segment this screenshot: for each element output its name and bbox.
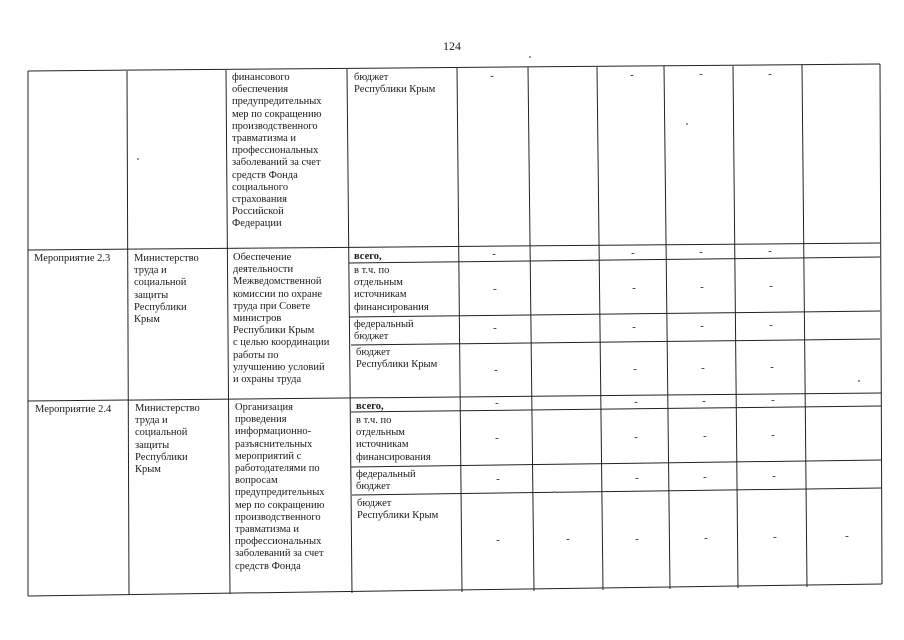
continuation-value: -: [630, 69, 634, 81]
funding-source: федеральный бюджет: [354, 319, 414, 343]
funding-value: -: [770, 361, 774, 373]
funding-value: -: [771, 394, 775, 406]
activity-description: Обеспечение деятельности Межведомственной комиссии по охране труда при Совете министров Республики Крым с целью координации работы по улучшению условий и охраны труда: [233, 252, 330, 386]
scan-speck: [553, 491, 555, 493]
activity-executor: Министерство труда и социальной защиты Республики Крым: [135, 403, 200, 476]
funding-source: бюджет Республики Крым: [356, 347, 438, 371]
activity-description: Организация проведения информационно- разъяснительных мероприятий с работодателями по вопросам предупредительных мер по сокращению производственного травматизма и профессиональных заболеваний за счет средств Фонда: [235, 402, 325, 572]
funding-source: федеральный бюджет: [356, 469, 416, 493]
funding-value: -: [845, 530, 849, 542]
funding-value: -: [702, 395, 706, 407]
activity-name: Мероприятие 2.4: [35, 404, 112, 415]
activity-name: Мероприятие 2.3: [34, 253, 111, 264]
scan-speck: [529, 56, 531, 58]
funding-value: -: [768, 245, 772, 257]
funding-value: -: [495, 432, 499, 444]
continuation-source: бюджет Республики Крым: [354, 72, 436, 96]
activity-executor: Министерство труда и социальной защиты Республики Крым: [134, 253, 199, 326]
funding-value: -: [495, 397, 499, 409]
funding-value: -: [700, 281, 704, 293]
funding-value: -: [634, 431, 638, 443]
funding-value: -: [773, 531, 777, 543]
funding-source: бюджет Республики Крым: [357, 498, 439, 522]
funding-value: -: [631, 247, 635, 259]
funding-source: всего,: [356, 401, 384, 412]
scan-speck: [686, 123, 688, 125]
funding-value: -: [700, 320, 704, 332]
funding-value: -: [703, 430, 707, 442]
funding-value: -: [704, 532, 708, 544]
funding-value: -: [493, 283, 497, 295]
funding-value: -: [772, 470, 776, 482]
funding-source: в т.ч. по отдельным источникам финансирования: [356, 415, 431, 463]
continuation-value: -: [699, 68, 703, 80]
funding-value: -: [496, 473, 500, 485]
scan-speck: [137, 158, 139, 160]
funding-value: -: [699, 246, 703, 258]
funding-value: -: [494, 364, 498, 376]
page-number: 124: [443, 39, 461, 53]
funding-value: -: [703, 471, 707, 483]
funding-value: -: [633, 363, 637, 375]
scan-speck: [858, 380, 860, 382]
funding-value: -: [632, 321, 636, 333]
funding-value: -: [492, 248, 496, 260]
funding-value: -: [566, 533, 570, 545]
funding-value: -: [496, 534, 500, 546]
funding-value: -: [769, 280, 773, 292]
continuation-value: -: [490, 70, 494, 82]
continuation-value: -: [768, 68, 772, 80]
funding-value: -: [769, 319, 773, 331]
funding-value: -: [634, 396, 638, 408]
funding-value: -: [493, 322, 497, 334]
funding-value: -: [771, 429, 775, 441]
funding-value: -: [701, 362, 705, 374]
continuation-description: финансового обеспечения предупредительных мер по сокращению производственного травматизма и профессиональных заболеваний за счет средств Фонда социального страхования Российской Федерации: [232, 72, 322, 230]
funding-value: -: [635, 533, 639, 545]
funding-value: -: [632, 282, 636, 294]
funding-value: -: [635, 472, 639, 484]
funding-source: в т.ч. по отдельным источникам финансирования: [354, 265, 429, 313]
funding-source: всего,: [354, 251, 382, 262]
